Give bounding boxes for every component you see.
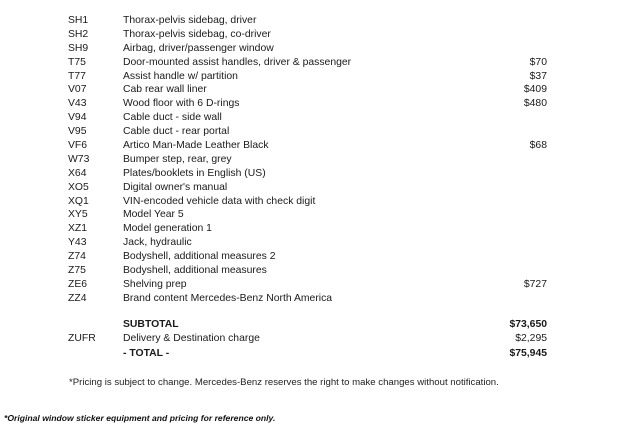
- option-code: T77: [68, 70, 86, 82]
- option-code: Y43: [68, 237, 87, 249]
- list-item: [0, 83, 640, 97]
- list-item: [0, 195, 640, 209]
- option-code: SH1: [68, 15, 89, 26]
- list-item: [0, 56, 640, 70]
- list-item: [0, 236, 640, 250]
- list-item: [0, 222, 640, 236]
- list-item: [0, 153, 640, 167]
- option-code: ZZ4: [68, 292, 87, 304]
- option-price: $37: [529, 70, 547, 82]
- subtotal-value: $73,650: [509, 319, 547, 330]
- option-description: Model Year 5: [123, 209, 184, 221]
- option-description: Jack, hydraulic: [123, 237, 192, 249]
- list-item: [0, 28, 640, 42]
- totals-section: [0, 318, 640, 361]
- option-price: $68: [529, 140, 547, 152]
- option-code: V07: [68, 84, 87, 96]
- option-description: Shelving prep: [123, 278, 187, 290]
- subtotal-row: [0, 318, 640, 332]
- option-code: ZE6: [68, 278, 88, 290]
- option-description: Digital owner's manual: [123, 181, 228, 193]
- option-description: Cable duct - rear portal: [123, 126, 230, 138]
- pricing-disclaimer: *Pricing is subject to change. Mercedes-Benz reserves the right to make changes without notification.: [69, 377, 499, 388]
- list-item: [0, 111, 640, 125]
- option-description: Wood floor with 6 D-rings: [123, 98, 240, 110]
- total-row: [0, 347, 640, 361]
- option-code: V94: [68, 112, 87, 124]
- option-price: $409: [523, 84, 547, 96]
- reference-footnote: *Original window sticker equipment and pricing for reference only.: [4, 413, 276, 423]
- option-code: XO5: [68, 181, 89, 193]
- option-description: Assist handle w/ partition: [123, 70, 238, 82]
- option-code: V43: [68, 98, 87, 110]
- list-item: [0, 125, 640, 139]
- option-code: Z75: [68, 265, 86, 277]
- destination-label: Delivery & Destination charge: [123, 333, 260, 345]
- destination-code: ZUFR: [68, 333, 96, 345]
- option-code: SH2: [68, 28, 89, 40]
- option-description: Airbag, driver/passenger window: [123, 42, 274, 54]
- list-item: [0, 97, 640, 111]
- total-label: - TOTAL -: [123, 347, 170, 359]
- option-description: VIN-encoded vehicle data with check digit: [123, 195, 316, 207]
- option-code: XY5: [68, 209, 88, 221]
- list-item: [0, 42, 640, 56]
- list-item: [0, 167, 640, 181]
- option-code: VF6: [68, 140, 88, 152]
- option-description: Thorax-pelvis sidebag, driver: [123, 15, 257, 26]
- equipment-list: [0, 14, 640, 306]
- list-item: [0, 264, 640, 278]
- option-description: Thorax-pelvis sidebag, co-driver: [123, 28, 271, 40]
- option-description: Cable duct - side wall: [123, 112, 222, 124]
- list-item: [0, 208, 640, 222]
- list-item: [0, 278, 640, 292]
- subtotal-label: SUBTOTAL: [123, 319, 179, 330]
- destination-row: [0, 332, 640, 346]
- option-description: Model generation 1: [123, 223, 212, 235]
- destination-value: $2,295: [515, 333, 547, 345]
- list-item: [0, 181, 640, 195]
- list-item: [0, 250, 640, 264]
- option-description: Bodyshell, additional measures 2: [123, 251, 276, 263]
- option-code: SH9: [68, 42, 89, 54]
- option-code: Z74: [68, 251, 86, 263]
- option-description: Brand content Mercedes-Benz North America: [123, 292, 333, 304]
- option-code: XQ1: [68, 195, 89, 207]
- option-code: V95: [68, 126, 87, 138]
- option-price: $70: [529, 56, 547, 68]
- total-value: $75,945: [509, 347, 547, 359]
- option-price: $727: [523, 278, 547, 290]
- option-description: Bodyshell, additional measures: [123, 265, 267, 277]
- option-code: X64: [68, 167, 87, 179]
- option-price: $480: [523, 98, 547, 110]
- list-item: [0, 139, 640, 153]
- option-description: Door-mounted assist handles, driver & passenger: [123, 56, 352, 68]
- option-description: Bumper step, rear, grey: [123, 153, 232, 165]
- option-code: W73: [68, 153, 90, 165]
- option-description: Artico Man-Made Leather Black: [123, 140, 269, 152]
- list-item: [0, 292, 640, 306]
- option-code: T75: [68, 56, 86, 68]
- option-code: XZ1: [68, 223, 88, 235]
- option-description: Cab rear wall liner: [123, 84, 207, 96]
- list-item: [0, 14, 640, 28]
- option-description: Plates/booklets in English (US): [123, 167, 266, 179]
- list-item: [0, 70, 640, 84]
